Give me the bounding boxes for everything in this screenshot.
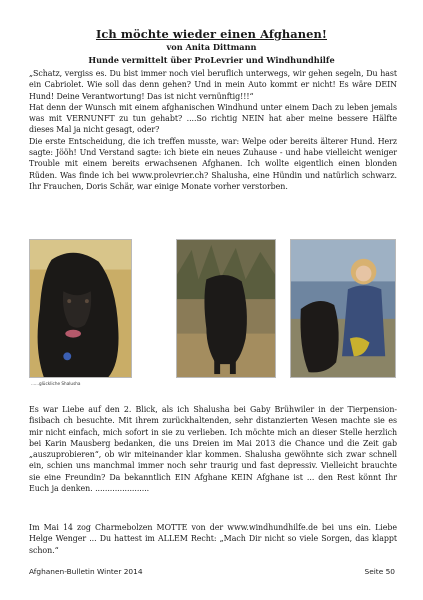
photo-afghan-portrait [29,239,132,378]
photo-caption: ......glückliche Shalusha [31,381,81,386]
intro-text [29,68,397,192]
article-title: Ich möchte wieder einen Afghanen! [95,27,328,41]
paragraph-closing: Im Mai 14 zog Charmebolzen MOTTE von der www.windhundhilfe.de bei uns ein. Liebe Helge Wenger ... Du hattest im ALLEM Recht: „Mach Dir nicht so viele Sorgen, das klappt schon.“ [29,523,397,555]
paragraph-meeting: Es war Liebe auf den 2. Blick, als ich Shalusha bei Gaby Brühwiler in der Tierpension-fisibach ch besuchte. Mit ihrem zurückhaltenden, sehr distanzierten Wesen machte sie es mir nicht einfach, mich sofort in sie zu verlieben. Ich möchte mich an dieser Stelle herzlich bei Karin Mausberg bedanken, die uns Dreien im Mai 2013 die Chance und die Zeit gab „auszuprobieren“, ob wir miteinander klar kommen. Shalusha gewöhnte sich zwar schnell ein, schien uns manchmal immer noch sehr traurig und fast depressiv. Vielleicht brauchte sie eine Freundin? Da bekanntlich EIN Afghane KEIN Afghane ist ... den Rest könnt Ihr Euch ja denken. ...................... [29,405,397,494]
paragraph-quote: „Schatz, vergiss es. Du bist immer noch viel beruflich unterwegs, wir gehen segeln, Du hast ein Cabriolet. Wie soll das denn gehen? Und in mein Auto kommt er nicht! Es wäre DEIN Hund! Deine Verantwortung! Das ist nicht vernünftig!!!“ [29,69,397,101]
photo-woman-with-dogs [290,239,396,378]
footer-page-number: Seite 50 [364,567,395,576]
photo-afghan-running [176,239,276,378]
paragraph-decision: Die erste Entscheidung, die ich treffen musste, war: Welpe oder bereits älterer Hund. Herz sagte: Jööh! Und Verstand sagte: ich biete ein neues Zuhause - und habe vielleicht weniger Trouble mit einem bereits erwachsenen Afghanen. Ich wollte eigentlich einen blonden Rüden. Was finde ich bei www.prolevrier.ch? Shalusha, eine Hündin und natürlich schwarz. Ihr Frauchen, Doris Schär, war einige Monate vorher verstorben. [29,136,397,191]
paragraph-reason: Hat denn der Wunsch mit einem afghanischen Windhund unter einem Dach zu leben jemals was mit VERNUNFT zu tun gehabt? ....So richtig NEIN hat aber meine bessere Hälfte dieses Mal ja nicht gesagt, oder? [29,102,397,135]
article-subtitle: Hunde vermittelt über ProLevrier und Windhundhilfe [88,55,335,65]
article-author: von Anita Dittmann [166,42,257,52]
closing-text [29,522,397,556]
footer-publication: Afghanen-Bulletin Winter 2014 [29,567,143,576]
main-text [29,404,397,494]
